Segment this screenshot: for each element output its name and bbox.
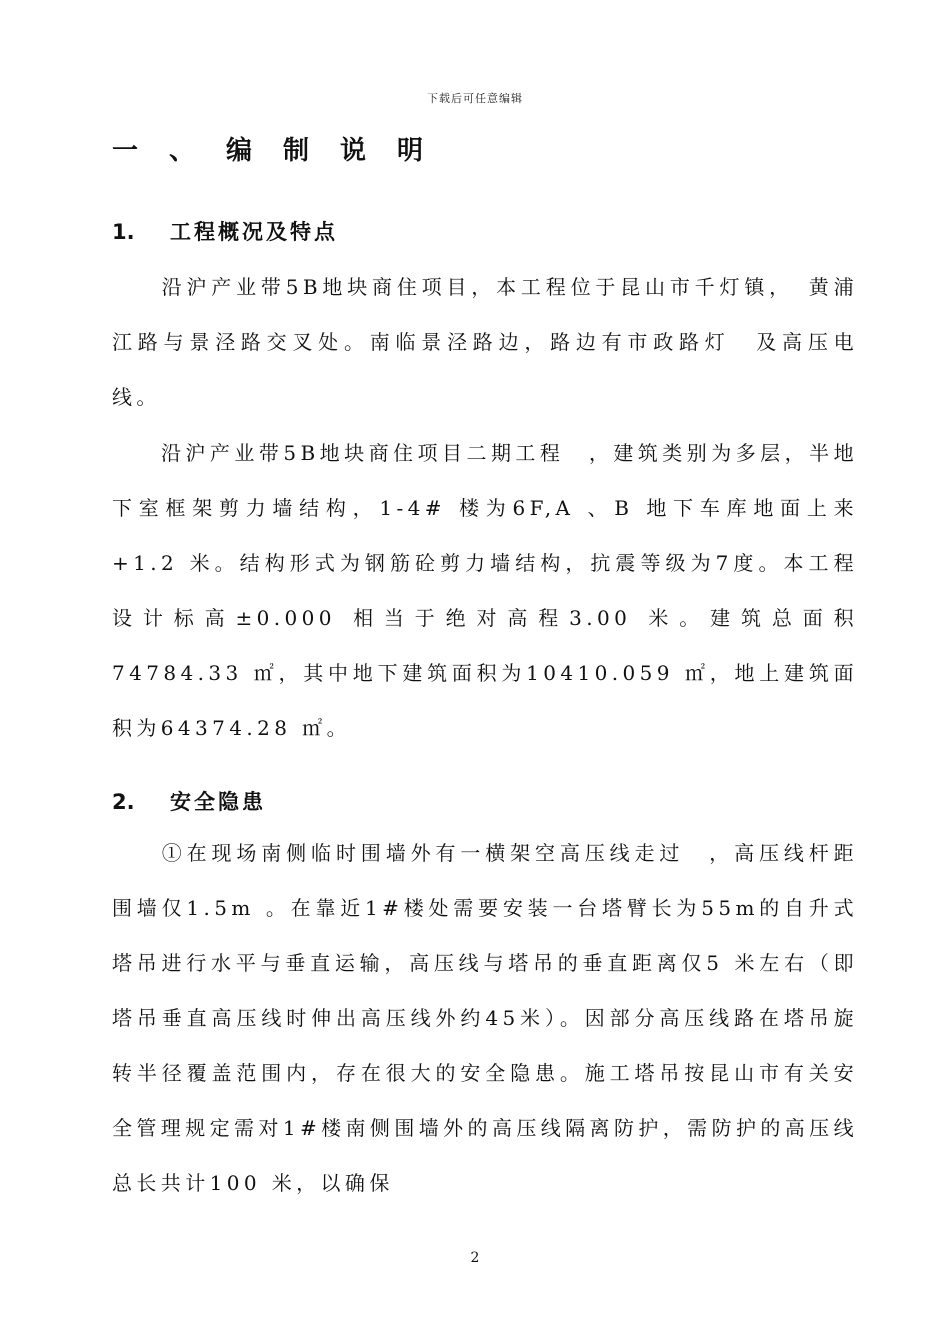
page-number: 2 (470, 1250, 480, 1266)
paragraph-project-location: 沿沪产业带5B地块商住项目，本工程位于昆山市千灯镇， 黄浦江路与景泾路交叉处。南临景泾路边，路边有市政路灯 及高压电线。 (112, 275, 858, 409)
section-heading-2 (112, 786, 266, 816)
section-number: 2. (112, 790, 135, 814)
chapter-title: 一、编制说明 (112, 136, 455, 166)
section-title: 安全隐患 (170, 790, 266, 814)
section-number: 1. (112, 220, 135, 244)
page-header: 下载后可任意编辑 (427, 92, 523, 105)
paragraph-safety-hazard: ①在现场南侧临时围墙外有一横架空高压线走过 ，高压线杆距围墙仅1.5m 。在靠近1#楼处需要安装一台塔臂长为55m的自升式塔吊进行水平与垂直运输，高压线与塔吊的垂直距离仅5 米左右（即塔吊垂直高压线时伸出高压线外约45米）。因部分高压线路在塔吊旋转半径覆盖范围内，存在很大的安全隐患。施工塔吊按昆山市有关安全管理规定需对1#楼南侧围墙外的高压线隔离防护，需防护的高压线总长共计100 米，以确保 (112, 841, 858, 1195)
paragraph-project-details: 沿沪产业带5B地块商住项目二期工程 ，建筑类别为多层，半地下室框架剪力墙结构，1-4# 楼为6F,A 、B 地下车库地面上来+1.2 米。结构形式为钢筋砼剪力墙结构，抗震等级为7度。本工程设计标高±0.000 相当于绝对高程3.00 米。建筑总面积74784.33 ㎡，其中地下建筑面积为10410.059 ㎡，地上建筑面积为64374.28 ㎡。 (112, 441, 858, 740)
section-title: 工程概况及特点 (170, 220, 338, 244)
section-heading-1 (112, 216, 338, 246)
